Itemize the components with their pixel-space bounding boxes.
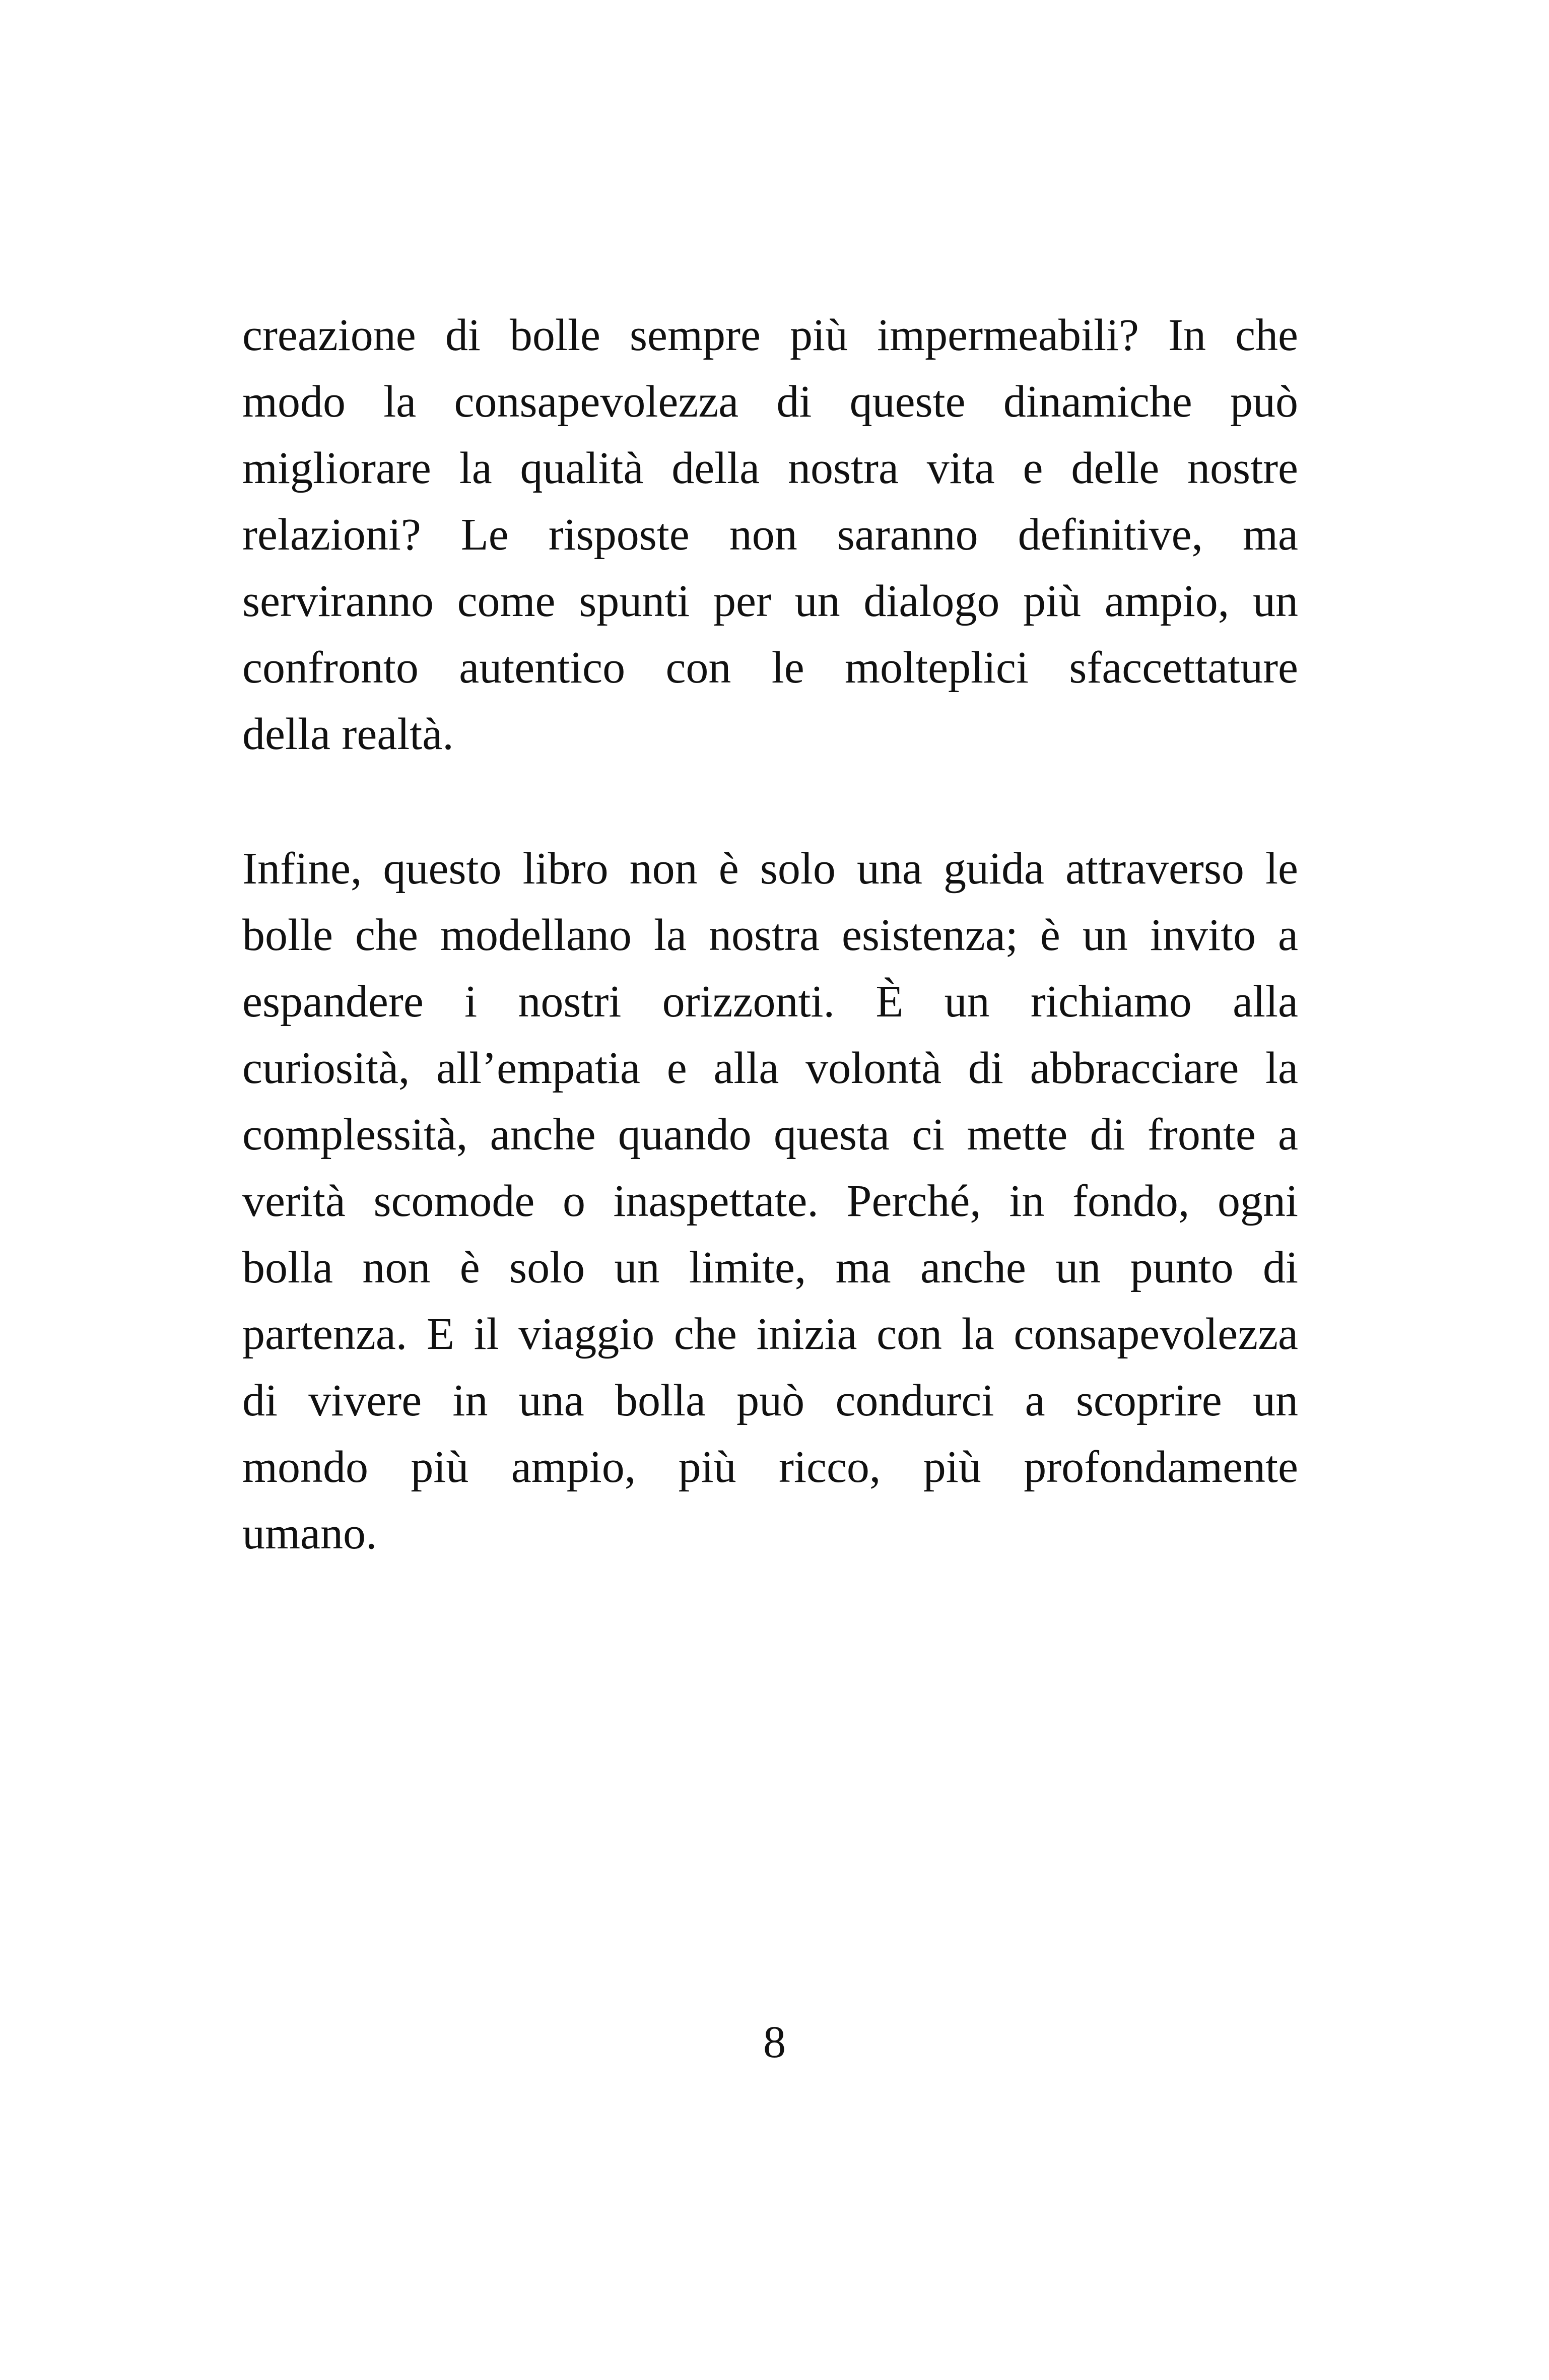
body-text xyxy=(242,302,1298,1567)
text-line: migliorare la qualità della nostra vita e delle nostre xyxy=(242,443,1298,493)
text-line: partenza. E il viaggio che inizia con la consapevolezza xyxy=(242,1309,1298,1359)
text-line: modo la consapevolezza di queste dinamiche può xyxy=(242,377,1298,427)
paragraph-spacer xyxy=(242,768,1298,836)
text-line: relazioni? Le risposte non saranno definitive, ma xyxy=(242,510,1298,560)
text-line: Infine, questo libro non è solo una guida attraverso le xyxy=(242,844,1298,894)
text-line: curiosità, all’empatia e alla volontà di abbracciare la xyxy=(242,1043,1298,1093)
text-line: bolla non è solo un limite, ma anche un punto di xyxy=(242,1243,1298,1293)
paragraph-1 xyxy=(242,302,1298,768)
text-line: mondo più ampio, più ricco, più profondamente xyxy=(242,1442,1298,1492)
text-line: complessità, anche quando questa ci mette di fronte a xyxy=(242,1110,1298,1160)
text-line: confronto autentico con le molteplici sfaccettature xyxy=(242,643,1298,693)
text-line: di vivere in una bolla può condurci a scoprire un xyxy=(242,1376,1298,1425)
page-number: 8 xyxy=(763,2017,786,2067)
text-line: espandere i nostri orizzonti. È un richiamo alla xyxy=(242,977,1298,1027)
text-line: serviranno come spunti per un dialogo più ampio, un xyxy=(242,576,1298,626)
text-line: creazione di bolle sempre più impermeabili? In che xyxy=(242,310,1298,360)
text-line: umano. xyxy=(242,1509,377,1558)
paragraph-2 xyxy=(242,836,1298,1567)
text-line: bolle che modellano la nostra esistenza; è un invito a xyxy=(242,910,1298,960)
text-line: della realtà. xyxy=(242,709,454,759)
text-line: verità scomode o inaspettate. Perché, in fondo, ogni xyxy=(242,1176,1298,1226)
